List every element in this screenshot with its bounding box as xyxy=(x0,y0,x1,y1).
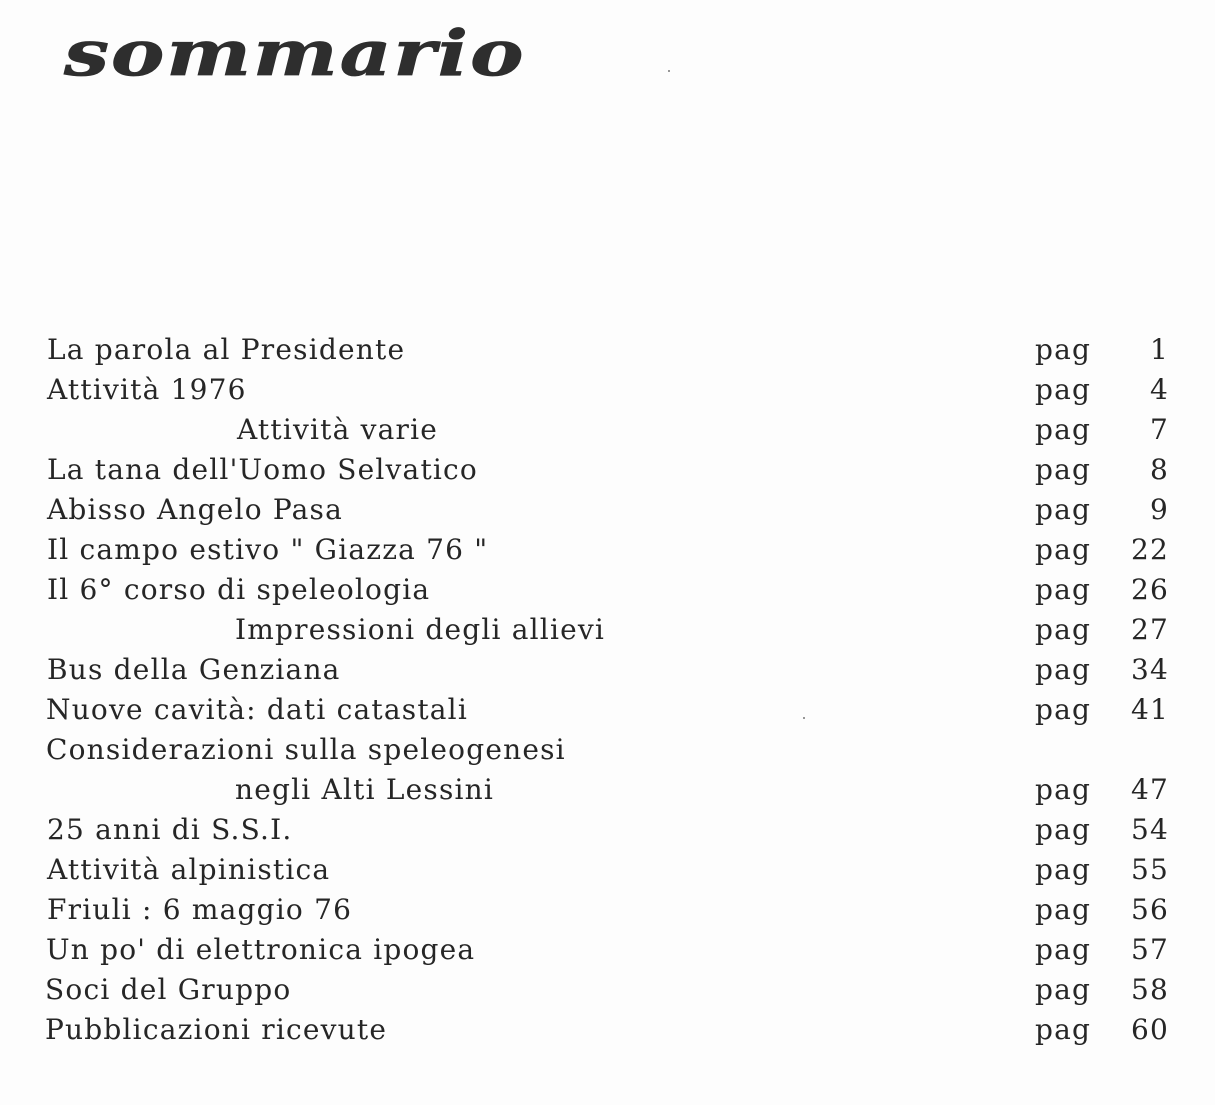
toc-entry-page-number: 7 xyxy=(1149,413,1169,446)
toc-entry-pag: pag xyxy=(1035,893,1092,926)
toc-entry[interactable] xyxy=(0,650,1215,690)
toc-entry[interactable] xyxy=(0,890,1215,930)
toc-entry-page-number: 26 xyxy=(1130,573,1169,606)
page-title: sommario xyxy=(64,16,526,90)
toc-entry-page-number: 8 xyxy=(1149,453,1169,486)
toc-entry-pag: pag xyxy=(1035,813,1092,846)
toc-entry-pag: pag xyxy=(1035,613,1092,646)
toc-entry[interactable] xyxy=(0,330,1215,370)
toc-entry[interactable] xyxy=(0,570,1215,610)
toc-entry-title: La tana dell'Uomo Selvatico xyxy=(47,453,478,486)
toc-entry-title: 25 anni di S.S.I. xyxy=(47,813,293,846)
toc-entry-pag: pag xyxy=(1035,493,1092,526)
toc-entry-pag: pag xyxy=(1035,773,1092,806)
toc-entry-title: Friuli : 6 maggio 76 xyxy=(47,893,353,926)
toc-entry-pag: pag xyxy=(1035,973,1092,1006)
toc-entry[interactable] xyxy=(0,850,1215,890)
toc-entry-pag: pag xyxy=(1035,573,1092,606)
toc-entry-title: Abisso Angelo Pasa xyxy=(47,493,343,526)
toc-entry[interactable] xyxy=(0,610,1215,650)
toc-entry-page-number: 1 xyxy=(1149,333,1169,366)
toc-entry-pag: pag xyxy=(1035,533,1092,566)
toc-entry-page-number: 56 xyxy=(1130,893,1169,926)
toc-entry[interactable] xyxy=(0,1010,1215,1050)
toc-entry-pag: pag xyxy=(1035,933,1092,966)
toc-entry[interactable] xyxy=(0,410,1215,450)
toc-entry-page-number: 55 xyxy=(1130,853,1169,886)
toc-entry-title: Attività varie xyxy=(237,413,439,446)
toc-entry-title: Il campo estivo " Giazza 76 " xyxy=(47,533,489,566)
toc-entry-pag: pag xyxy=(1035,333,1092,366)
toc-entry[interactable] xyxy=(0,370,1215,410)
toc-entry-page-number: 60 xyxy=(1130,1013,1169,1046)
toc-entry[interactable] xyxy=(0,970,1215,1010)
toc-entry[interactable] xyxy=(0,690,1215,730)
toc-entry[interactable] xyxy=(0,770,1215,810)
toc-entry-page-number: 41 xyxy=(1130,693,1169,726)
toc-entry-page-number: 47 xyxy=(1130,773,1169,806)
toc-entry[interactable] xyxy=(0,530,1215,570)
toc-entry-page-number: 27 xyxy=(1130,613,1169,646)
toc-entry-pag: pag xyxy=(1035,413,1092,446)
toc-entry-title: Soci del Gruppo xyxy=(45,973,292,1006)
toc-entry-pag: pag xyxy=(1035,693,1092,726)
toc-entry-title: Pubblicazioni ricevute xyxy=(45,1013,388,1046)
toc-entry-title: Considerazioni sulla speleogenesi xyxy=(46,733,566,766)
toc-entry[interactable] xyxy=(0,490,1215,530)
toc-entry-pag: pag xyxy=(1035,1013,1092,1046)
toc-entry[interactable] xyxy=(0,730,1215,770)
toc-entry-page-number: 58 xyxy=(1130,973,1169,1006)
toc-entry[interactable] xyxy=(0,450,1215,490)
toc-entry-page-number: 57 xyxy=(1130,933,1169,966)
toc-entry[interactable] xyxy=(0,810,1215,850)
toc-entry-page-number: 34 xyxy=(1130,653,1169,686)
toc-entry-title: Attività alpinistica xyxy=(47,853,331,886)
toc-entry-title: Attività 1976 xyxy=(47,373,247,406)
toc-entry-title: Bus della Genziana xyxy=(47,653,341,686)
toc-entry-page-number: 54 xyxy=(1130,813,1169,846)
toc-entry-page-number: 9 xyxy=(1149,493,1169,526)
toc-entry-title: Il 6° corso di speleologia xyxy=(47,573,431,606)
toc-entry-pag: pag xyxy=(1035,453,1092,486)
toc-entry-pag: pag xyxy=(1035,373,1092,406)
toc-entry[interactable] xyxy=(0,930,1215,970)
toc-entry-title: Impressioni degli allievi xyxy=(235,613,606,646)
toc-entry-page-number: 22 xyxy=(1130,533,1169,566)
toc-entry-page-number: 4 xyxy=(1149,373,1169,406)
toc-entry-title: La parola al Presidente xyxy=(47,333,406,366)
toc-entry-pag: pag xyxy=(1035,653,1092,686)
toc-entry-pag: pag xyxy=(1035,853,1092,886)
toc-entry-title: Un po' di elettronica ipogea xyxy=(46,933,476,966)
toc-entry-title: Nuove cavità: dati catastali xyxy=(46,693,468,726)
toc-entry-title: negli Alti Lessini xyxy=(235,773,495,806)
